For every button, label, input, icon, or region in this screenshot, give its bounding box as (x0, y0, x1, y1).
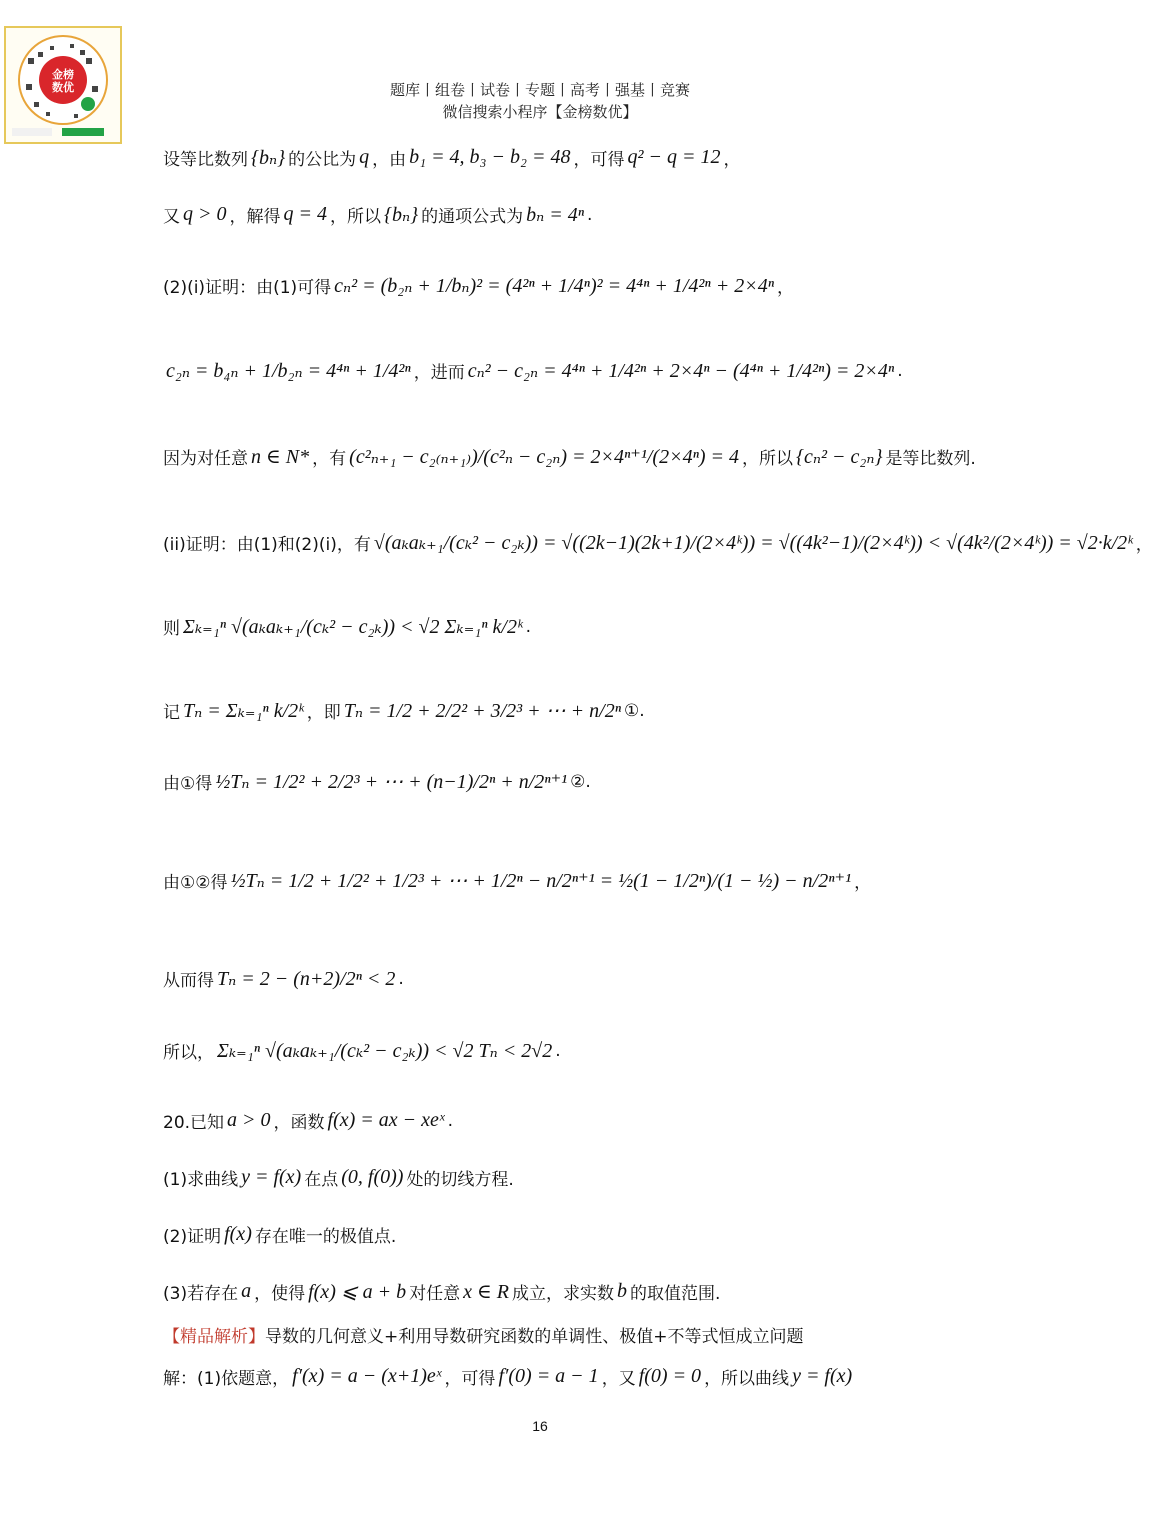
text: (2)证明 (163, 1227, 222, 1247)
text: 设等比数列 (163, 150, 248, 170)
text: ， (777, 278, 795, 298)
math: ½Tₙ = 1/2² + 2/2³ + ⋯ + (n−1)/2ⁿ + n/2ⁿ⁺¹ (215, 771, 568, 793)
math: c₂ₙ = b₄ₙ + 1/b₂ₙ = 4⁴ⁿ + 1/4²ⁿ (166, 360, 411, 382)
text: ，又 (601, 1369, 636, 1389)
page-number: 16 (532, 1418, 548, 1434)
line-12 (163, 1038, 561, 1063)
math: f′(0) = a − 1 (498, 1365, 599, 1387)
text: (1)求曲线 (163, 1170, 239, 1190)
line-8 (163, 698, 645, 723)
math: b₁ = 4, b₃ − b₂ = 48 (409, 146, 571, 168)
math: q = 4 (283, 203, 327, 225)
text: ，所以曲线 (704, 1369, 790, 1389)
math: q (359, 146, 370, 168)
line-17 (163, 1322, 804, 1347)
text: ，使得 (254, 1284, 306, 1304)
math: bₙ = 4ⁿ (526, 204, 585, 226)
line-18 (163, 1364, 855, 1389)
text: (2)(i)证明：由(1)可得 (163, 278, 332, 298)
math: f(x) ⩽ a + b (308, 1281, 407, 1303)
math: Σₖ₌₁ⁿ √(aₖaₖ₊₁/(cₖ² − c₂ₖ)) < √2 Tₙ < 2√2 (217, 1040, 553, 1062)
text: 由①得 (163, 774, 213, 794)
math: {cₙ² − c₂ₙ} (796, 446, 883, 468)
text: 处的切线方程. (406, 1170, 514, 1190)
math: √(aₖaₖ₊₁/(cₖ² − c₂ₖ)) = √((2k−1)(2k+1)/(2×4ᵏ)) = √((4k²−1)/(2×4ᵏ)) < √(4k²/(2×4ᵏ)) = √2·k/2ᵏ (373, 532, 1133, 554)
math: Tₙ = Σₖ₌₁ⁿ k/2ᵏ (183, 700, 304, 722)
math: a > 0 (227, 1109, 271, 1131)
line-9 (163, 769, 591, 794)
math: n ∈ N* (251, 446, 310, 468)
math: q > 0 (183, 203, 227, 225)
text: . (555, 1040, 561, 1061)
text: . (398, 968, 404, 989)
text: 20.已知 (163, 1113, 225, 1133)
text: ，函数 (273, 1113, 325, 1133)
math: ½Tₙ = 1/2 + 1/2² + 1/2³ + ⋯ + 1/2ⁿ − n/2ⁿ⁺¹ = ½(1 − 1/2ⁿ)/(1 − ½) − n/2ⁿ⁺¹ (230, 870, 852, 892)
text: 的公比为 (288, 150, 357, 170)
text: . (525, 616, 531, 637)
line-15 (163, 1222, 396, 1247)
line-2 (163, 202, 592, 227)
math: Σₖ₌₁ⁿ √(aₖaₖ₊₁/(cₖ² − c₂ₖ)) < √2 Σₖ₌₁ⁿ k/2ᵏ (183, 616, 523, 638)
line-13 (163, 1108, 453, 1133)
header-line-2: 微信搜索小程序【金榜数优】 (442, 103, 638, 121)
line-14 (163, 1165, 514, 1190)
text: 的取值范围. (630, 1284, 721, 1304)
text: ②. (570, 771, 591, 792)
text: 则 (163, 619, 180, 639)
header-line-1: 题库丨组卷丨试卷丨专题丨高考丨强基丨竞赛 (389, 81, 690, 99)
text: . (897, 360, 903, 381)
text: 由①②得 (163, 873, 228, 893)
math: Tₙ = 2 − (n+2)/2ⁿ < 2 (217, 968, 396, 990)
text: . (447, 1110, 453, 1131)
math: f(x) (224, 1223, 252, 1245)
text: ，进而 (413, 363, 465, 383)
text: (3)若存在 (163, 1284, 239, 1304)
text: ，即 (306, 703, 341, 723)
text: 成立，求实数 (512, 1284, 615, 1304)
text: ，可得 (444, 1369, 496, 1389)
svg-text:金榜: 金榜 (52, 68, 74, 81)
math: y = f(x) (241, 1166, 302, 1188)
text: 存在唯一的极值点. (254, 1227, 397, 1247)
line-7 (163, 614, 531, 639)
text: 的通项公式为 (421, 207, 524, 227)
text: 又 (163, 207, 180, 227)
page-header (0, 79, 1080, 123)
text: ，解得 (229, 207, 281, 227)
text: ，所以 (742, 449, 794, 469)
text: ①. (624, 700, 645, 721)
text: ， (1135, 535, 1153, 555)
text: ，由 (372, 150, 407, 170)
math: {bₙ} (251, 147, 286, 169)
text: . (587, 204, 593, 225)
text: 因为对任意 (163, 449, 248, 469)
math: a (241, 1280, 252, 1302)
math: b (617, 1280, 628, 1302)
line-11 (163, 966, 404, 991)
math: f(0) = 0 (638, 1365, 702, 1387)
text: 导数的几何意义+利用导数研究函数的单调性、极值+不等式恒成立问题 (265, 1327, 804, 1347)
text: 是等比数列. (885, 449, 976, 469)
math: (0, f(0)) (341, 1166, 404, 1188)
text: 从而得 (163, 971, 214, 991)
svg-text:数优: 数优 (52, 81, 74, 94)
math: y = f(x) (792, 1365, 853, 1387)
math: x ∈ R (463, 1281, 510, 1303)
line-4 (163, 358, 903, 383)
text: (ii)证明：由(1)和(2)(i)，有 (163, 535, 371, 555)
text: ， (723, 150, 741, 170)
text: 对任意 (409, 1284, 461, 1304)
math: Tₙ = 1/2 + 2/2² + 3/2³ + ⋯ + n/2ⁿ (343, 700, 622, 722)
text: 记 (163, 703, 180, 723)
math: cₙ² − c₂ₙ = 4⁴ⁿ + 1/4²ⁿ + 2×4ⁿ − (4⁴ⁿ + 1/4²ⁿ) = 2×4ⁿ (467, 360, 895, 382)
math: f′(x) = a − (x+1)eˣ (292, 1365, 442, 1387)
line-10 (163, 868, 871, 893)
line-5 (163, 444, 976, 469)
text: 所以， (163, 1043, 214, 1063)
math: cₙ² = (b₂ₙ + 1/bₙ)² = (4²ⁿ + 1/4ⁿ)² = 4⁴ⁿ + 1/4²ⁿ + 2×4ⁿ (334, 275, 775, 297)
text: ，可得 (573, 150, 625, 170)
text: ， (854, 873, 872, 893)
line-3 (163, 273, 794, 298)
line-1 (163, 145, 740, 170)
math: q² − q = 12 (627, 146, 721, 168)
analysis-tag: 【精品解析】 (163, 1327, 265, 1347)
math: (c²ₙ₊₁ − c₂₍ₙ₊₁₎)/(c²ₙ − c₂ₙ) = 2×4ⁿ⁺¹/(2×4ⁿ) = 4 (349, 446, 740, 468)
text: ，所以 (330, 207, 381, 227)
math: {bₙ} (384, 204, 419, 226)
text: ，有 (312, 449, 347, 469)
text: 在点 (304, 1170, 339, 1190)
math: f(x) = ax − xeˣ (327, 1109, 445, 1131)
line-6 (163, 530, 1153, 555)
line-16 (163, 1279, 720, 1304)
text: 解：(1)依题意， (163, 1369, 290, 1389)
